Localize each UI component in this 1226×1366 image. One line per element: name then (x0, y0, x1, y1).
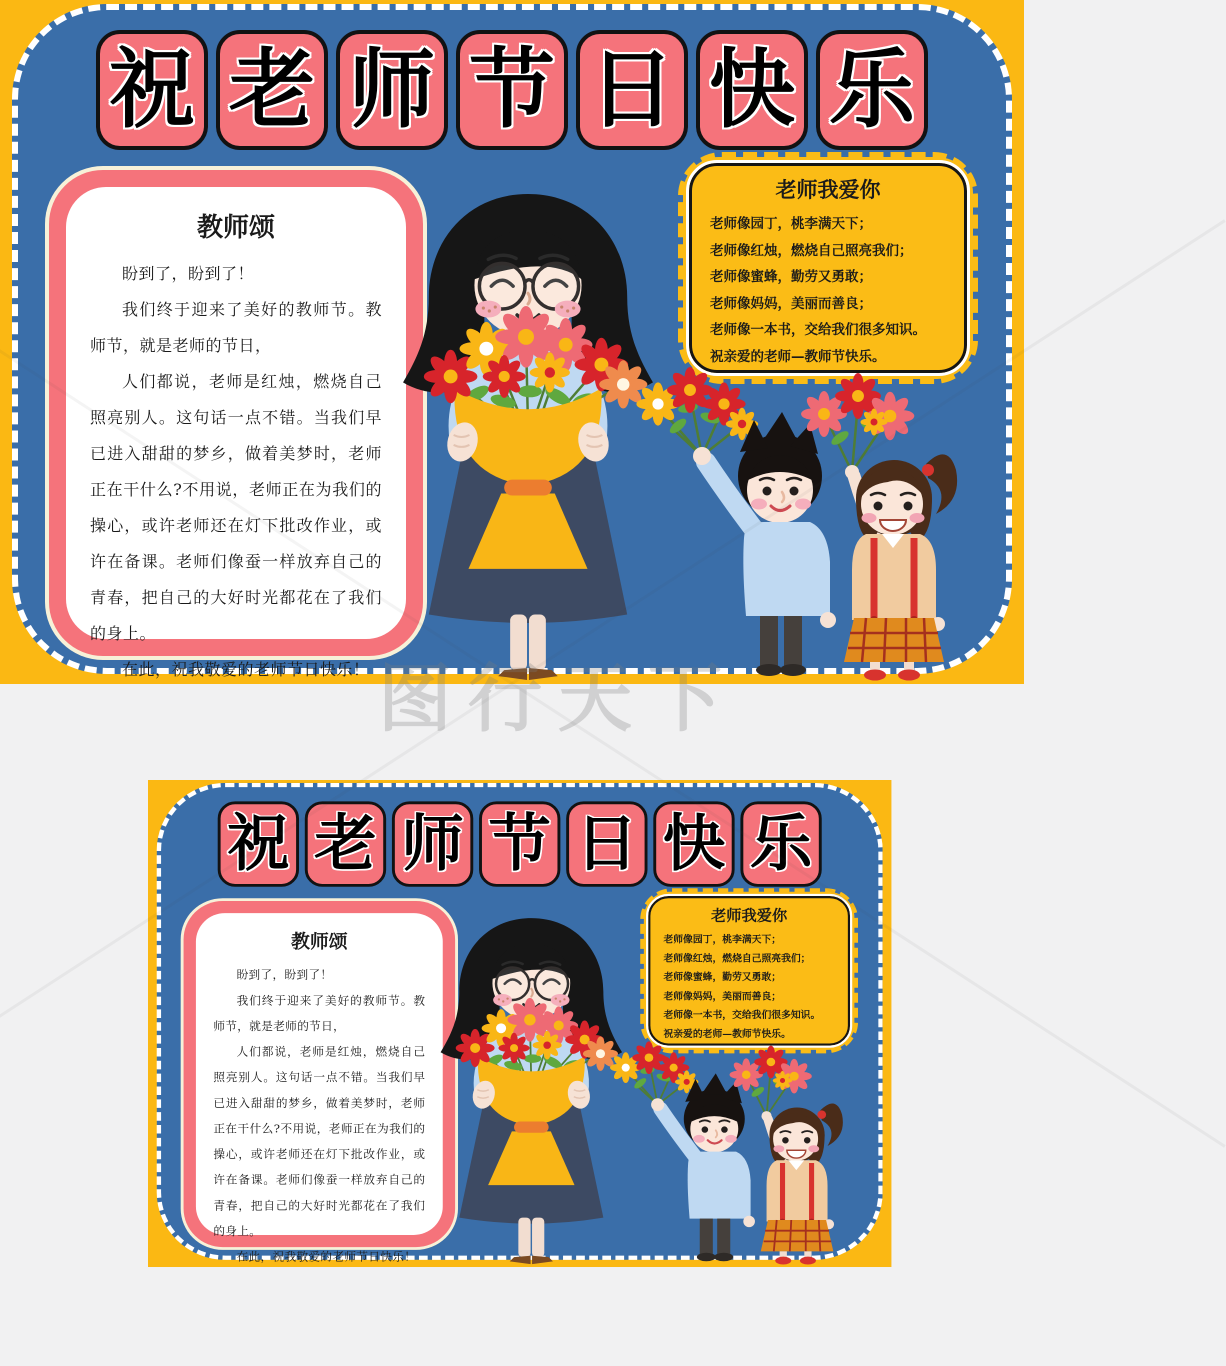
love-box-frame (648, 896, 850, 1046)
love-box-line: 老师像蜜蜂，勤劳又勇敢； (663, 971, 782, 983)
love-box-line: 老师像园丁，桃李满天下； (710, 216, 872, 232)
poem-box-inner (196, 913, 443, 1264)
love-box (640, 888, 858, 1053)
title-character: 师 (336, 30, 448, 150)
love-box-line: 老师像红烛，燃烧自己照亮我们； (663, 952, 811, 965)
girl-figure (801, 373, 957, 680)
poem-paragraph: 我们终于迎来了美好的教师节。教师节，就是老师的节日， (90, 300, 382, 355)
love-box-line: 老师像一本书，交给我们很多知识。 (663, 1009, 821, 1021)
bouquet-ribbon-knot (504, 480, 552, 496)
teacher-shoes (510, 1256, 553, 1264)
title-character: 快 (653, 801, 734, 886)
poem-body (213, 962, 425, 1270)
poem-paragraph: 人们都说，老师是红烛，燃烧自己照亮别人。这句话一点不错。当我们早已进入甜甜的梦乡，做着美梦时，老师正在干什么?不用说，老师正在为我们的操心，或许老师还在灯下批改作业，或许在备课。老师们像蚕一样放弃自己的青春，把自己的大好时光都花在了我们的身上。 (213, 1044, 426, 1238)
title-character: 日 (566, 801, 647, 886)
love-box-title: 老师我爱你 (775, 179, 881, 202)
poster-card-small (148, 780, 891, 1267)
title-character: 师 (392, 801, 473, 886)
poem-box-border (184, 901, 456, 1264)
title-character: 老 (305, 801, 386, 886)
title-character: 乐 (740, 801, 821, 886)
title-character: 祝 (96, 30, 208, 150)
poem-box (45, 166, 427, 679)
love-box-line: 老师像红烛，燃烧自己照亮我们； (710, 242, 913, 259)
love-box-line: 老师像妈妈，美丽而善良； (710, 295, 872, 312)
love-box-line: 老师像一本书，交给我们很多知识。 (710, 322, 926, 338)
love-box-line: 老师像蜜蜂，勤劳又勇敢； (710, 269, 872, 285)
bouquet-ribbon-knot (514, 1122, 549, 1133)
title-character: 老 (216, 30, 328, 150)
poster-card-large (0, 0, 1024, 684)
poem-paragraph: 盼到了，盼到了！ (236, 967, 333, 982)
watermark-text: 图行天下 (378, 656, 738, 742)
poem-paragraph: 人们都说，老师是红烛，燃烧自己照亮别人。这句话一点不错。当我们早已进入甜甜的梦乡，做着美梦时，老师正在干什么?不用说，老师正在为我们的操心，或许老师还在灯下批改作业，或许在备课。老师们像蚕一样放弃自己的青春，把自己的大好时光都花在了我们的身上。 (90, 372, 382, 643)
title-character: 快 (696, 30, 808, 150)
girl-figure (730, 1046, 843, 1265)
love-box-line: 祝亲爱的老师—教师节快乐。 (663, 1028, 791, 1040)
title-character: 日 (576, 30, 688, 150)
love-box-line: 祝亲爱的老师—教师节快乐。 (710, 348, 886, 365)
title-character: 节 (479, 801, 560, 886)
love-box-line: 老师像妈妈，美丽而善良； (663, 990, 782, 1002)
title-character: 节 (456, 30, 568, 150)
love-box (678, 152, 978, 384)
children-illustration (592, 1049, 846, 1263)
poem-box-inner (66, 187, 406, 679)
love-box-line: 老师像园丁，桃李满天下； (663, 933, 782, 946)
poem-paragraph: 我们终于迎来了美好的教师节。教师节，就是老师的节日， (213, 993, 426, 1033)
love-box-frame (689, 163, 967, 373)
poem-paragraph: 在此，祝我敬爱的老师节日快乐！ (236, 1249, 417, 1264)
love-box-lines (710, 211, 946, 370)
poem-title: 教师颂 (291, 930, 348, 953)
poem-body (90, 256, 382, 688)
poem-title: 教师颂 (196, 212, 275, 242)
poem-box (181, 898, 458, 1264)
poem-paragraph: 在此，祝我敬爱的老师节日快乐！ (122, 660, 370, 679)
poem-box-border (49, 170, 423, 679)
poster-title (96, 30, 928, 150)
poem-paragraph: 盼到了，盼到了！ (122, 264, 255, 283)
title-character: 祝 (218, 801, 299, 886)
title-character: 乐 (816, 30, 928, 150)
love-box-lines (663, 930, 834, 1043)
love-box-title: 老师我爱你 (711, 907, 788, 924)
